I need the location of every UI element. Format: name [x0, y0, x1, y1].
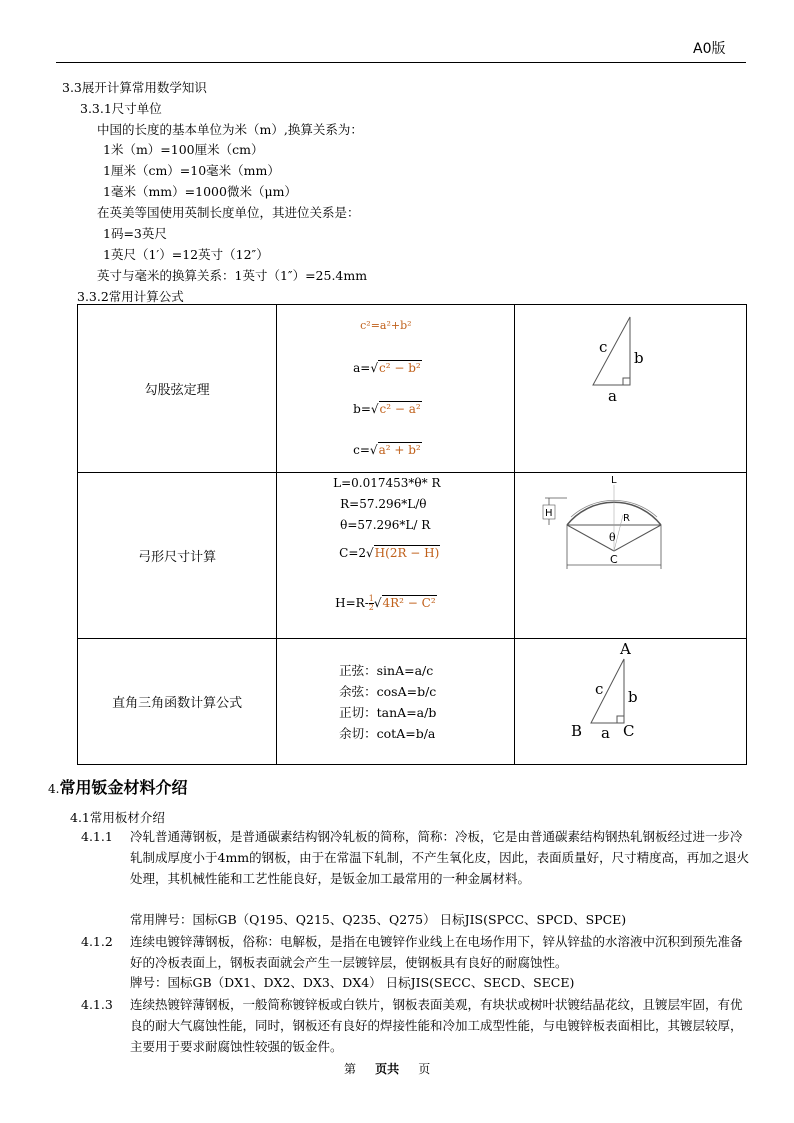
label-theta: θ: [609, 531, 616, 544]
unit-line: 1码=3英尺: [103, 226, 167, 241]
arc-diagram: [515, 473, 747, 638]
table-row: [78, 473, 747, 639]
table-row: [78, 305, 747, 473]
label-b: b: [634, 349, 644, 367]
section-4-1-title: 4.1常用板材介绍: [70, 810, 165, 825]
item-number: 4.1.2: [81, 934, 113, 949]
unit-line: 1米（m）=100厘米（cm）: [103, 142, 264, 157]
unit-line: 1毫米（mm）=1000微米（μm）: [103, 184, 297, 199]
item-number: 4.1.1: [81, 829, 113, 844]
label-c: c: [595, 680, 604, 698]
formula: C=2√H(2R − H): [339, 546, 440, 560]
formula-table: [77, 304, 747, 765]
label-a: a: [601, 724, 610, 742]
header-rule: [56, 62, 746, 63]
unit-line: 1厘米（cm）=10毫米（mm）: [103, 163, 280, 178]
edition-label: A0版: [693, 41, 726, 57]
unit-line: 1英尺（1′）=12英寸（12″）: [103, 247, 269, 262]
formula: 正切：tanA=a/b: [339, 705, 437, 720]
formula: 余弦：cosA=b/c: [339, 684, 437, 699]
item-paragraph: 连续热镀锌薄钢板，一般简称镀锌板或白铁片，钢板表面美观，有块状或树叶状镀结晶花纹，且镀层牢固，有优良的耐大气腐蚀性能，同时，钢板还有良好的焊接性能和冷加工成型性能，与电镀锌板表面相比，其镀层较厚，主要用于要求耐腐蚀性较强的钣金件。: [130, 997, 743, 1054]
label-H: H: [545, 508, 553, 519]
formula: c²=a²+b²: [360, 319, 412, 332]
section-3-3-1-title: 3.3.1尺寸单位: [80, 101, 162, 116]
unit-line: 英寸与毫米的换算关系：1英寸（1″）=25.4mm: [97, 268, 368, 283]
label-B: B: [571, 722, 583, 740]
formula: $H=R-\frac{1}{2}√4R^2 - C^2$: [335, 594, 436, 612]
label-b: b: [628, 688, 638, 706]
formula: θ=57.296*L/ R: [340, 518, 431, 532]
item-paragraph: 冷轧普通薄钢板，是普通碳素结构钢冷轧板的简称，简称：冷板，它是由普通碳素结构钢热轧钢板经过进一步冷轧制成厚度小于4mm的钢板，由于在常温下轧制，不产生氧化皮，因此，表面质量好，尺寸精度高，再加之退火处理，其机械性能和工艺性能良好，是钣金加工最常用的一种金属材料。: [130, 829, 750, 886]
item-note: 牌号：国标GB（DX1、DX2、DX3、DX4） 日标JIS(SECC、SECD、SECE): [130, 975, 575, 990]
label-L: L: [611, 475, 617, 486]
label-A: A: [620, 640, 631, 658]
formula: L=0.017453*θ* R: [333, 476, 441, 490]
formula: a=√c² − b²: [353, 361, 421, 375]
row-name: 弓形尺寸计算: [78, 473, 277, 639]
label-R: R: [623, 513, 630, 524]
table-row: [78, 639, 747, 765]
right-triangle-diagram: [515, 305, 747, 472]
formula: 余切：cotA=b/a: [339, 726, 436, 741]
formula: c=√a² + b²: [353, 443, 421, 457]
label-c: c: [599, 338, 608, 356]
section-3-3-2-title: 3.3.2常用计算公式: [77, 289, 184, 304]
label-C: C: [610, 553, 618, 566]
section-3-3-title: 3.3展开计算常用数学知识: [62, 80, 207, 95]
label-C: C: [623, 722, 635, 740]
row-name: 勾股弦定理: [78, 305, 277, 473]
page-footer: 第 页共 页: [344, 1062, 431, 1076]
label-a: a: [608, 387, 617, 405]
unit-line: 在英美等国使用英制长度单位，其进位关系是：: [97, 205, 360, 220]
trig-triangle-diagram: [515, 639, 747, 764]
formula: R=57.296*L/θ: [340, 497, 427, 511]
section-4-heading: 4.常用钣金材料介绍: [48, 778, 188, 797]
formula: b=√c² − a²: [353, 402, 421, 416]
unit-line: 中国的长度的基本单位为米（m）,换算关系为：: [97, 122, 363, 137]
item-note: 常用牌号：国标GB（Q195、Q215、Q235、Q275） 日标JIS(SPCC、SPCD、SPCE): [130, 912, 627, 927]
item-number: 4.1.3: [81, 997, 113, 1012]
formula: 正弦：sinA=a/c: [339, 663, 434, 678]
row-name: 直角三角函数计算公式: [78, 639, 277, 765]
item-paragraph: 连续电镀锌薄钢板，俗称：电解板，是指在电镀锌作业线上在电场作用下，锌从锌盐的水溶液中沉积到预先准备好的冷板表面上，钢板表面就会产生一层镀锌层，使钢板具有良好的耐腐蚀性。: [130, 934, 743, 970]
